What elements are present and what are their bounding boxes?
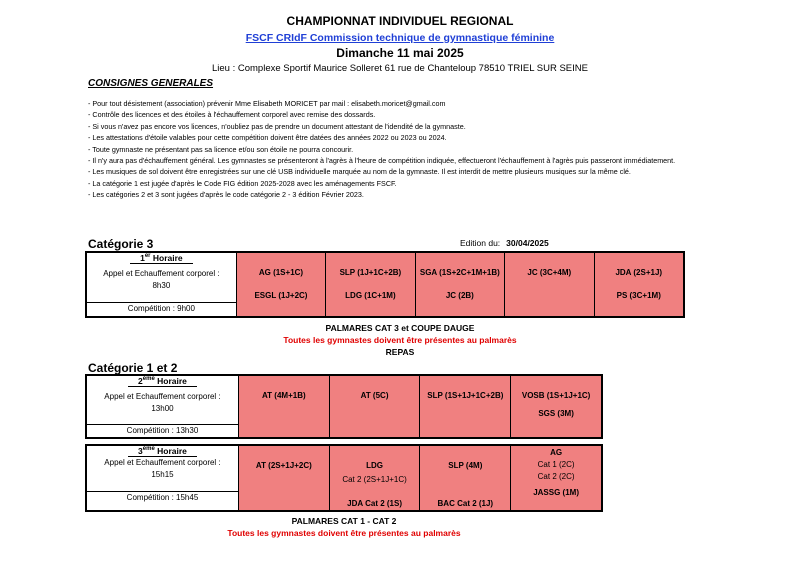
appel-time: 15h15 [151,470,174,479]
appel-time: 13h00 [151,404,174,413]
horaire-1-header: 1er Horaire [130,253,193,264]
palmares-notice-2: Toutes les gymnastes doivent être présentes au palmarès [227,528,461,538]
schedule-cell: SLP (4M) BAC Cat 2 (1J) [420,445,511,511]
rule-item: - Les attestations d'étoile valables pour cette compétition doivent être datées des années 2022 ou 2023 ou 2024. [88,133,447,143]
schedule-cell: SLP (1S+1J+1C+2B) [420,375,511,438]
rule-item: - Si vous n'avez pas encore vos licences, n'oubliez pas de prendre un document attestant de l'idendité de la gymnaste. [88,121,466,131]
category-3-title: Catégorie 3 [88,237,154,251]
edition-value: 30/04/2025 [506,238,549,248]
schedule-cell: SLP (1J+1C+2B) LDG (1C+1M) [326,252,415,317]
schedule-cell: VOSB (1S+1J+1C) SGS (3M) [511,375,602,438]
rules-list [88,98,698,201]
edition-label: Edition du: [460,238,501,248]
category-12-title: Catégorie 1 et 2 [88,361,178,375]
schedule-cell: JC (3C+4M) [505,252,594,317]
palmares-notice: Toutes les gymnastes doivent être présentes au palmarès [283,335,517,345]
schedule-table-2 [85,374,603,439]
rule-item: - Les catégories 2 et 3 sont jugées d'après le code catégorie 2 - 3 édition Février 2023. [88,190,364,200]
horaire-3-info [86,445,238,511]
competition-time: Compétition : 13h30 [87,424,238,437]
appel-line: Appel et Echauffement corporel : [103,269,220,278]
competition-time: Compétition : 15h45 [87,491,238,504]
repas-label: REPAS [385,347,415,357]
schedule-cell: AT (4M+1B) [238,375,329,438]
competition-time: Compétition : 9h00 [87,302,236,315]
rule-item: - Toute gymnaste ne présentant pas sa licence et/ou son étoile ne pourra concourir. [88,144,354,154]
event-date: Dimanche 11 mai 2025 [336,46,464,60]
event-location: Lieu : Complexe Sportif Maurice Solleret 61 rue de Chanteloup 78510 TRIEL SUR SEINE [212,63,588,74]
schedule-cell: SGA (1S+2C+1M+1B) JC (2B) [415,252,504,317]
appel-line: Appel et Echauffement corporel : [104,392,221,401]
horaire-1-info [86,252,236,317]
schedule-cell: AT (5C) [329,375,420,438]
appel-line: Appel et Echauffement corporel : [104,458,221,467]
schedule-cell: AG Cat 1 (2C) Cat 2 (2C) JASSG (1M) [511,445,602,511]
horaire-2-info [86,375,238,438]
consignes-heading: CONSIGNES GENERALES [88,78,214,89]
schedule-cell: LDG Cat 2 (2S+1J+1C) JDA Cat 2 (1S) [329,445,420,511]
horaire-2-header: 2ème Horaire [128,376,197,387]
rule-item: - Pour tout désistement (association) prévenir Mme Elisabeth MORICET par mail : elisabeth.moricet@gmail.com [88,99,446,108]
schedule-cell: JDA (2S+1J) PS (3C+1M) [594,252,684,317]
document-subtitle: FSCF CRIdF Commission technique de gymnastique féminine [245,32,555,44]
schedule-cell: AT (2S+1J+2C) [238,445,329,511]
document-title: CHAMPIONNAT INDIVIDUEL REGIONAL [286,14,514,28]
schedule-table-1 [85,251,685,318]
rule-item: - Il n'y aura pas d'échauffement général. Les gymnastes se présenteront à l'agrès à l'heure de compétition indiquée, effectueront l'échauffement à l'agrès puis passeront immédiatement. [88,156,676,166]
schedule-cell: AG (1S+1C) ESGL (1J+2C) [236,252,325,317]
horaire-3-header: 3ème Horaire [128,446,197,457]
edition-date [460,238,549,248]
palmares-cat3: PALMARES CAT 3 et COUPE DAUGE [325,323,475,333]
rule-item: - La catégorie 1 est jugée d'après le Code FIG édition 2025-2028 avec les aménagements FSCF. [88,178,397,188]
schedule-table-3 [85,444,603,512]
appel-time: 8h30 [152,281,171,290]
rule-item: - Contrôle des licences et des étoiles à l'échauffement corporel avec remise des dossards. [88,110,376,120]
palmares-cat12: PALMARES CAT 1 - CAT 2 [291,516,397,526]
rule-item: - Les musiques de sol doivent être enregistrées sur une clé USB individuelle marquée au nom de la gymnaste. Il est interdit de mettre plusieurs musiques sur la même clé. [88,167,631,177]
